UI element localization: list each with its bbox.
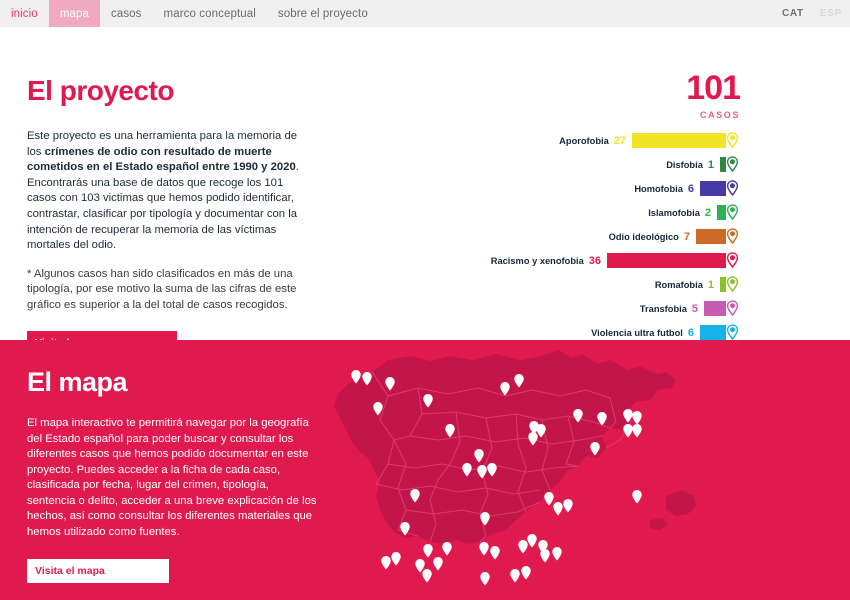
language-switcher bbox=[782, 0, 842, 27]
bar-value: 2 bbox=[704, 206, 711, 219]
map-pin-icon bbox=[723, 179, 742, 198]
map-pin-icon[interactable] bbox=[423, 544, 432, 558]
project-paragraph-1 bbox=[27, 129, 305, 254]
bar-fill bbox=[696, 229, 726, 244]
project-footnote: * Algunos casos han sido clasificados en más de una tipología, por ese motivo la suma de las cifras de este gráfico es superior a la del total de casos recogidos. bbox=[27, 267, 297, 311]
cases-chart-column bbox=[330, 27, 850, 340]
nav-item-marco-conceptual[interactable] bbox=[153, 0, 267, 27]
page-title: El proyecto bbox=[27, 75, 174, 106]
lang-esp-button[interactable]: ESP bbox=[819, 8, 842, 19]
bar-track bbox=[700, 179, 742, 198]
bar-value: 6 bbox=[687, 326, 694, 339]
bar-row[interactable] bbox=[330, 156, 742, 173]
bar-label: Romafobia bbox=[654, 279, 703, 290]
total-cases-label: CASOS bbox=[699, 110, 740, 120]
spain-map-graphic[interactable] bbox=[340, 340, 850, 600]
map-pin-icon[interactable] bbox=[623, 424, 632, 438]
map-pin-icon[interactable] bbox=[544, 492, 553, 506]
map-pin-icon[interactable] bbox=[552, 547, 561, 561]
visit-map-button[interactable]: Visita el mapa bbox=[27, 559, 169, 583]
bar-track bbox=[717, 203, 742, 222]
map-pin-icon[interactable] bbox=[632, 411, 641, 425]
typology-bar-chart bbox=[330, 132, 850, 365]
bar-value: 1 bbox=[707, 278, 714, 291]
nav-items bbox=[0, 0, 379, 27]
bar-value: 36 bbox=[588, 254, 601, 267]
map-pin-icon[interactable] bbox=[422, 569, 431, 583]
bar-row[interactable] bbox=[330, 204, 742, 221]
map-pin-icon[interactable] bbox=[527, 534, 536, 548]
bar-label: Violencia ultra futbol bbox=[591, 327, 683, 338]
bar-label: Homofobia bbox=[634, 183, 683, 194]
map-pin-icon bbox=[723, 155, 742, 174]
map-pin-icon[interactable] bbox=[540, 549, 549, 563]
bar-value: 7 bbox=[683, 230, 690, 243]
bar-track bbox=[720, 275, 742, 294]
bar-row[interactable] bbox=[330, 132, 742, 149]
project-paragraph-1-part-a: Este proyecto es una herramienta para la memoria de los bbox=[27, 130, 298, 158]
project-section bbox=[0, 27, 850, 340]
map-pin-icon[interactable] bbox=[563, 499, 572, 513]
nav-item-label: marco conceptual bbox=[163, 7, 256, 20]
bar-row[interactable] bbox=[330, 252, 742, 269]
map-pin-icon[interactable] bbox=[518, 540, 527, 554]
map-pin-icon bbox=[723, 299, 742, 318]
bar-track bbox=[607, 251, 742, 270]
nav-item-casos[interactable] bbox=[100, 0, 153, 27]
bar-row[interactable] bbox=[330, 180, 742, 197]
map-pin-icon[interactable] bbox=[490, 546, 499, 560]
bar-track bbox=[704, 299, 742, 318]
map-text-column bbox=[0, 340, 340, 600]
bar-fill bbox=[607, 253, 726, 268]
nav-item-mapa[interactable] bbox=[49, 0, 100, 27]
project-paragraph-1-part-c: . Encontrarás una base de datos que recoge los 101 casos con 103 victimas que hemos podido identificar, contrastar, clasificar por tipología y documentar con la intención de recuperar la memoria de las víctimas mortales del odio. bbox=[27, 161, 299, 252]
bar-value: 6 bbox=[687, 182, 694, 195]
bar-track bbox=[696, 227, 742, 246]
nav-item-sobre-el-proyecto[interactable] bbox=[267, 0, 379, 27]
map-pin-icon[interactable] bbox=[415, 559, 424, 573]
map-pin-icon[interactable] bbox=[391, 552, 400, 566]
nav-item-label: inicio bbox=[11, 7, 38, 20]
bar-label: Disfobia bbox=[666, 159, 703, 170]
map-pin-icon bbox=[723, 251, 742, 270]
map-pin-icon[interactable] bbox=[433, 557, 442, 571]
bar-track bbox=[720, 155, 742, 174]
nav-item-label: mapa bbox=[59, 7, 89, 20]
nav-item-label: sobre el proyecto bbox=[277, 7, 368, 20]
map-pin-icon bbox=[723, 227, 742, 246]
bar-value: 27 bbox=[613, 134, 626, 147]
bar-row[interactable] bbox=[330, 228, 742, 245]
map-pin-icon[interactable] bbox=[553, 502, 562, 516]
lang-cat-button[interactable]: CAT bbox=[781, 8, 804, 19]
map-description: El mapa interactivo te permitirá navegar por la geografía del Estado español para poder buscar y consultar los diferentes casos que hemos podido documentar en este proyecto. Puedes acceder a la ficha de cada caso, clasificada por fecha, lugar del crimen, tipología, sentencia o delito, acceder a una breve explicación de los hechos, así como consultar los diferentes materiales que hemos utilizado como fuentes. bbox=[27, 417, 317, 538]
bar-label: Racismo y xenofobia bbox=[490, 255, 584, 266]
project-description bbox=[27, 129, 305, 314]
map-pin-icon bbox=[723, 275, 742, 294]
nav-item-label: casos bbox=[110, 7, 142, 20]
map-pin-icon[interactable] bbox=[442, 542, 451, 556]
map-pin-icon bbox=[723, 131, 742, 150]
map-pin-icon[interactable] bbox=[632, 424, 641, 438]
map-section bbox=[0, 340, 850, 600]
map-title: El mapa bbox=[27, 367, 128, 397]
bar-row[interactable] bbox=[330, 276, 742, 293]
bar-fill bbox=[632, 133, 726, 148]
bar-label: Transfobia bbox=[639, 303, 687, 314]
map-pin-icon[interactable] bbox=[521, 566, 530, 580]
project-text-column bbox=[0, 27, 330, 340]
project-paragraph-1-highlight: crímenes de odio con resultado de muerte cometidos en el Estado español entre 1990 y 2020 bbox=[27, 145, 296, 174]
map-pin-icon[interactable] bbox=[632, 490, 641, 504]
map-pin-icon bbox=[723, 203, 742, 222]
bar-row[interactable] bbox=[330, 324, 742, 341]
spain-map-svg[interactable] bbox=[310, 344, 710, 600]
bar-label: Aporofobia bbox=[559, 135, 609, 146]
nav-item-inicio[interactable] bbox=[0, 0, 49, 27]
map-pin-icon[interactable] bbox=[510, 569, 519, 583]
map-pin-icon[interactable] bbox=[381, 556, 390, 570]
bar-row[interactable] bbox=[330, 300, 742, 317]
bar-label: Odio ideológico bbox=[608, 231, 679, 242]
bar-value: 5 bbox=[691, 302, 698, 315]
map-pin-icon[interactable] bbox=[480, 572, 489, 586]
bar-track bbox=[632, 131, 742, 150]
map-pin-icon[interactable] bbox=[479, 542, 488, 556]
bar-label: Islamofobia bbox=[648, 207, 700, 218]
bar-value: 1 bbox=[707, 158, 714, 171]
top-navigation-bar bbox=[0, 0, 850, 27]
total-cases-number: 101 bbox=[686, 69, 740, 107]
